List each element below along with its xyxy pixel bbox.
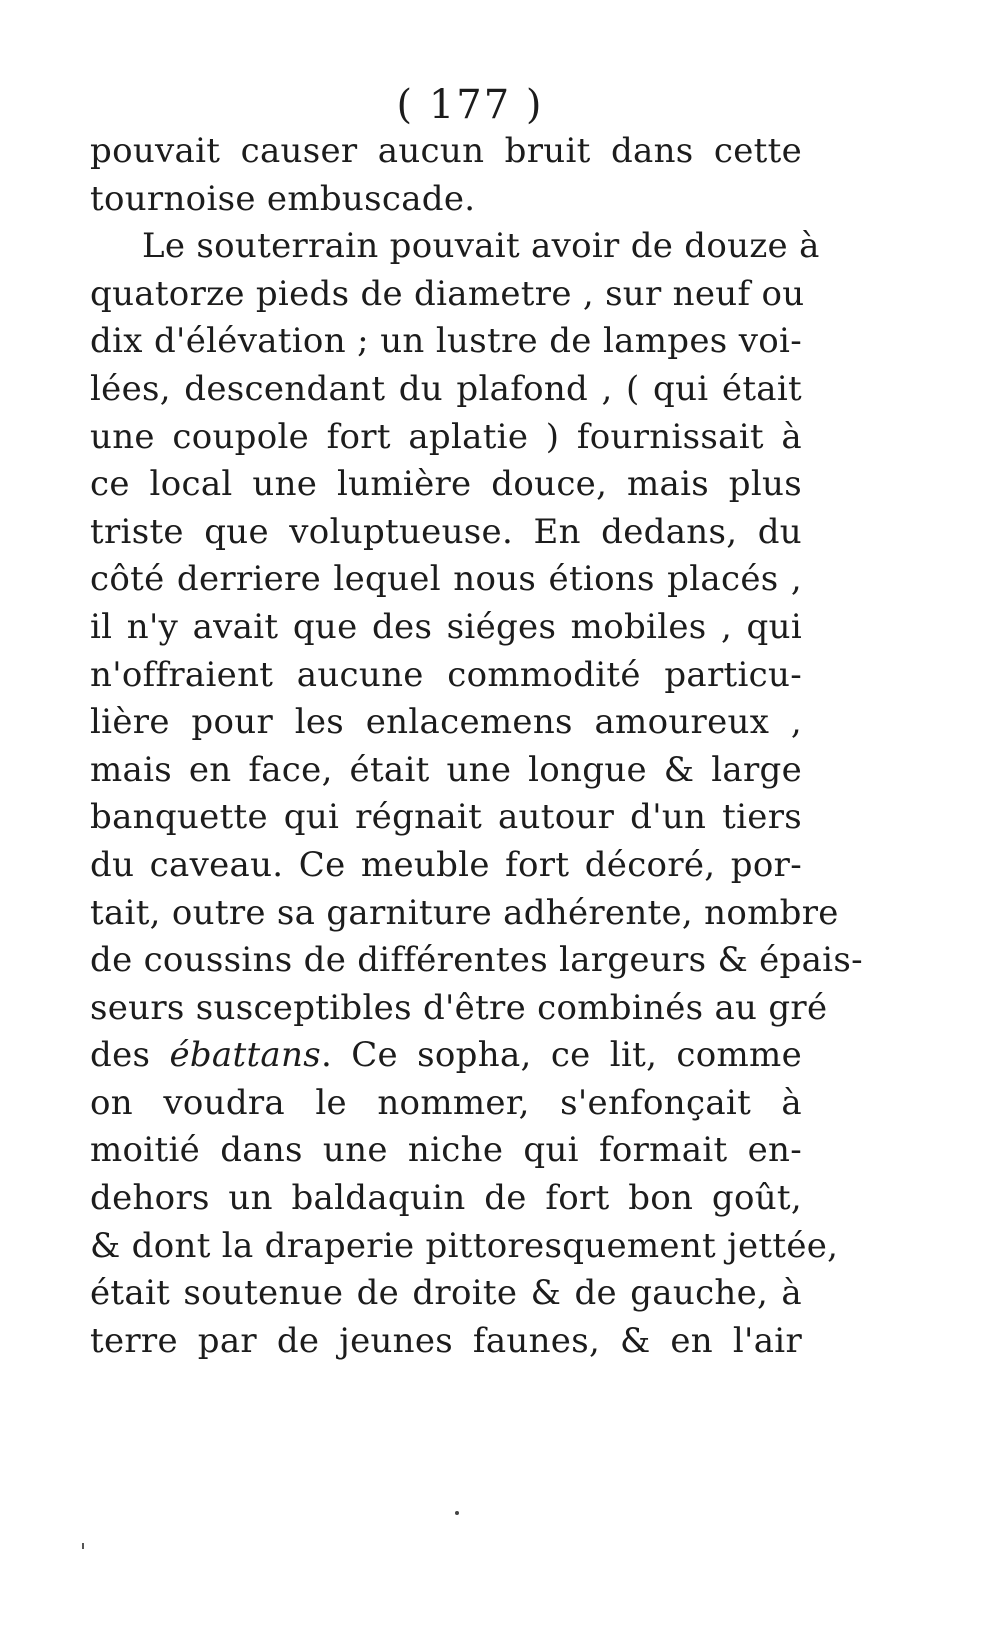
italic-term: ébattans [169,1035,321,1076]
page-number: ( 177 ) [396,82,544,128]
text-fragment: . Ce sopha, ce lit, comme [320,1035,803,1076]
text-line: quatorze pieds de diametre , sur neuf ou [90,273,805,314]
text-line: triste que voluptueuse. En dedans, du [90,511,802,552]
ink-speck [82,1543,84,1549]
text-line: pouvait causer aucun bruit dans cette [90,131,802,171]
text-line: ce local une lumière douce, mais plus [90,464,802,505]
text-line: du caveau. Ce meuble fort décoré, por- [90,844,802,885]
text-line: moitié dans une niche qui formait en- [90,1130,802,1171]
text-line: dehors un baldaquin de fort bon goût, [90,1178,802,1219]
text-line: tait, outre sa garniture adhérente, nombre [90,892,839,933]
text-line: n'offraient aucune commodité particu- [90,654,802,695]
text-line: & dont la draperie pittoresquement jettée, [90,1225,839,1266]
text-line: il n'y avait que des siéges mobiles , qui [90,606,802,647]
text-line: côté derriere lequel nous étions placés , [90,559,802,600]
text-line: on voudra le nommer, s'enfonçait à [90,1082,802,1123]
ink-speck [455,1511,459,1515]
text-line: mais en face, était une longue & large [90,749,802,790]
text-line: dix d'élévation ; un lustre de lampes voi- [90,321,802,362]
text-line: était soutenue de droite & de gauche, à [90,1273,802,1314]
text-line: banquette qui régnait autour d'un tiers [90,797,802,838]
text-line: lées, descendant du plafond , ( qui était [90,368,802,409]
text-line: terre par de jeunes faunes, & en l'air [90,1320,802,1361]
paragraph-first-line: Le souterrain pouvait avoir de douze à [142,226,820,267]
text-line: lière pour les enlacemens amoureux , [90,702,802,743]
text-line: de coussins de différentes largeurs & épais- [90,940,863,981]
text-fragment: des [90,1035,151,1076]
text-line: tournoise embuscade. [90,178,476,219]
text-line: seurs susceptibles d'être combinés au gré [90,987,828,1028]
text-line: une coupole fort aplatie ) fournissait à [90,416,802,457]
